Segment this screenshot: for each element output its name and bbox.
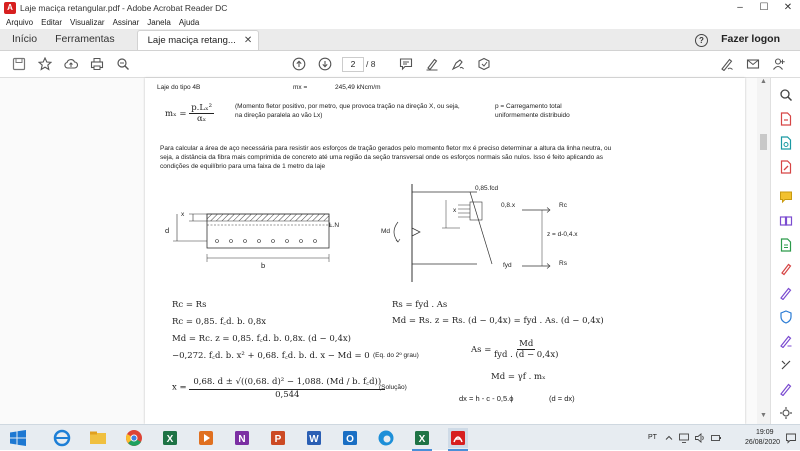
upload-cloud-icon[interactable] (64, 57, 78, 71)
rc-label: Rc (559, 202, 567, 209)
tab-document-label: Laje maciça retang... (147, 35, 236, 46)
eq-solution-fraction (189, 374, 385, 400)
rs-label: Rs (559, 260, 567, 267)
eq-solution-denominator: 0,544 (275, 390, 300, 400)
solution-note: (Solução) (379, 384, 407, 391)
stress-label: 0,85.fcd (475, 185, 499, 192)
diagram-x-label: x (181, 211, 185, 218)
draw-sign-icon[interactable] (451, 57, 465, 71)
lever-arm-label: z = d-0,4.x (547, 231, 578, 238)
notifications-icon[interactable] (785, 432, 797, 444)
bookmark-star-icon[interactable] (38, 57, 52, 71)
document-viewer[interactable] (0, 78, 770, 424)
highlight-pen-icon[interactable] (425, 57, 439, 71)
help-icon[interactable]: ? (695, 34, 708, 47)
share-mail-icon[interactable] (746, 57, 760, 71)
slab-type-label: Laje do tipo 4B (157, 84, 201, 91)
svg-text:W: W (309, 434, 319, 445)
powerpoint-icon[interactable] (268, 428, 288, 448)
close-tab-icon[interactable]: ✕ (243, 35, 253, 46)
eq-as-fraction (494, 339, 558, 360)
combine-files-icon[interactable] (779, 214, 793, 228)
battery-icon[interactable] (710, 432, 722, 444)
diagram-b-label: b (261, 261, 266, 270)
next-page-icon[interactable] (318, 57, 332, 71)
outlook-icon[interactable] (340, 428, 360, 448)
eq-2nd-degree-note: (Eq. do 2º grau) (373, 352, 419, 359)
fill-sign-icon[interactable] (477, 57, 491, 71)
eq-md: Md = Rc. z = 0,85. f꜀d. b. 0,8x. (d − 0,4x) (172, 334, 351, 344)
tray-chevron-icon[interactable] (664, 433, 674, 443)
previous-page-icon[interactable] (292, 57, 306, 71)
word-icon[interactable] (304, 428, 324, 448)
eq-rs: Rs = fyd . As (392, 300, 448, 310)
search-tool-icon[interactable] (779, 88, 793, 102)
eq-as-denominator: fyd . (d − 0,4x) (494, 350, 559, 360)
page-number-input[interactable]: 2 (342, 57, 364, 72)
minimize-button[interactable]: – (737, 2, 743, 13)
save-icon[interactable] (12, 57, 26, 71)
comment-tool-icon[interactable] (779, 190, 793, 204)
search-zoom-icon[interactable] (116, 57, 130, 71)
window-controls (728, 0, 800, 16)
toolbar (0, 51, 800, 78)
dx-note: (d = dx) (549, 394, 575, 403)
clock-date[interactable]: 26/08/2020 (745, 439, 781, 446)
md-label: Md (381, 228, 391, 235)
acrobat-app-icon: A (4, 2, 16, 14)
eq-solution-lhs: x = (172, 382, 187, 393)
right-tools-pane (770, 78, 800, 424)
clock-time[interactable]: 19:09 (756, 429, 774, 436)
eq-as (471, 339, 558, 360)
windows-taskbar (0, 424, 800, 450)
diagram-d-label: d (165, 226, 170, 235)
window-title: Laje maciça retangular.pdf - Adobe Acrobat Reader DC (20, 3, 228, 13)
export-pdf-icon[interactable] (779, 112, 793, 126)
menu-visualizar[interactable]: Visualizar (70, 18, 105, 27)
menu-ajuda[interactable]: Ajuda (178, 18, 200, 27)
print-icon[interactable] (90, 57, 104, 71)
mx-formula-denominator: αₓ (196, 114, 207, 124)
eq-as-numerator: Md (519, 339, 534, 349)
svg-text:X: X (418, 434, 426, 445)
menu-bar (0, 16, 800, 29)
mx-formula-lhs: mₓ = (165, 109, 187, 119)
onenote-icon[interactable] (232, 428, 252, 448)
fyd-label: fyd (503, 262, 512, 269)
block-depth-label: 0,8.x (501, 202, 516, 209)
file-explorer-icon[interactable] (88, 428, 108, 448)
dx-equation: dx = h - c - 0,5.ϕ (459, 394, 514, 403)
internet-explorer-icon[interactable] (52, 428, 72, 448)
scroll-down-arrow-icon[interactable]: ▼ (760, 412, 767, 419)
more-tools-icon[interactable] (779, 358, 793, 372)
tab-document[interactable] (137, 30, 260, 50)
mx-value: 245,49 kNcm/m (335, 84, 381, 91)
load-description: p = Carregamento total uniformemente distribuido (495, 103, 570, 119)
eq-quadratic: −0,272. f꜀d. b. x² + 0,68. f꜀d. b. d. x − Md = 0 (172, 351, 370, 361)
create-pdf-icon[interactable] (779, 136, 793, 150)
scroll-up-arrow-icon[interactable]: ▲ (760, 78, 767, 85)
eq-as-lhs: As = (471, 345, 492, 355)
menu-editar[interactable]: Editar (41, 18, 63, 27)
mx-formula (165, 103, 214, 124)
share-user-icon[interactable] (772, 57, 786, 71)
diagram-ln-label: L.N (329, 222, 340, 229)
menu-janela[interactable]: Janela (147, 18, 171, 27)
windows-start-icon[interactable] (8, 428, 28, 448)
eq-rc: Rc = 0,85. f꜀d. b. 0,8x (172, 317, 267, 327)
neutral-axis-paragraph: Para calcular a área de aço necessária para resistir aos esforços de tração gerados pelo momento fletor mx é preciso determinar a altura da linha neutra, ou seja, a distância da fibra mais comprimida de concreto até uma região da seção transversal onde os esforços normais são nulos. Isso é feito aplicando as condições de equilíbrio para uma faixa de 1 metro da laje (160, 145, 612, 170)
svg-text:X: X (166, 434, 174, 445)
tab-home[interactable]: Início (12, 33, 38, 45)
excel-icon[interactable] (160, 428, 180, 448)
organize-pages-icon[interactable] (779, 238, 793, 252)
tab-tools[interactable]: Ferramentas (55, 33, 115, 45)
close-window-button[interactable]: ✕ (783, 2, 793, 13)
eq-md-gamma: Md = γf . mₓ (491, 372, 546, 382)
svg-text:O: O (346, 434, 354, 445)
network-icon[interactable] (678, 432, 690, 444)
share-tool-icon[interactable] (779, 382, 793, 396)
title-bar (0, 0, 800, 16)
protect-icon[interactable] (779, 310, 793, 324)
maximize-button[interactable]: ☐ (759, 2, 769, 13)
tab-bar (0, 29, 800, 51)
stress-x-label: x (453, 207, 457, 214)
mx-label: mx = (293, 84, 308, 91)
svg-text:N: N (238, 434, 246, 445)
volume-icon[interactable] (694, 432, 706, 444)
keyboard-language[interactable]: PT (648, 434, 657, 441)
login-link[interactable]: Fazer logon (721, 33, 780, 45)
menu-assinar[interactable]: Assinar (112, 18, 140, 27)
eq-md-rs: Md = Rs. z = Rs. (d − 0,4x) = fyd . As. (d − 0,4x) (392, 316, 604, 326)
sign-pen-icon[interactable] (720, 57, 734, 71)
customize-tools-icon[interactable] (779, 406, 793, 420)
redact-icon[interactable] (779, 262, 793, 276)
chrome-icon[interactable] (124, 428, 144, 448)
scroll-thumb[interactable] (760, 134, 767, 150)
eq-solution (172, 374, 385, 400)
media-player-icon[interactable] (196, 428, 216, 448)
eq-solution-numerator: 0,68. d ± √((0,68. d)² − 1,088. (Md / b. f꜀d)) (189, 374, 385, 390)
moment-description: (Momento fletor positivo, por metro, que provoca tração na direção X, ou seja, na direção paralela ao vão Lx) (235, 103, 460, 119)
mx-formula-fraction (189, 103, 214, 124)
acrobat-taskbar-icon[interactable] (448, 428, 468, 448)
edit-pdf-icon[interactable] (779, 160, 793, 174)
fill-sign-tool-icon[interactable] (779, 286, 793, 300)
page-total: / 8 (366, 59, 376, 69)
pdf-page (145, 78, 745, 424)
mx-formula-numerator: p.Lₓ² (191, 103, 213, 113)
menu-arquivo[interactable]: Arquivo (6, 18, 34, 27)
request-signature-icon[interactable] (779, 334, 793, 348)
comment-icon[interactable] (399, 57, 413, 71)
edge-icon[interactable] (376, 428, 396, 448)
svg-text:P: P (274, 434, 282, 445)
eq-rc-rs: Rc = Rs (172, 300, 207, 310)
excel-running-icon[interactable] (412, 428, 432, 448)
vertical-scrollbar[interactable] (757, 78, 770, 424)
